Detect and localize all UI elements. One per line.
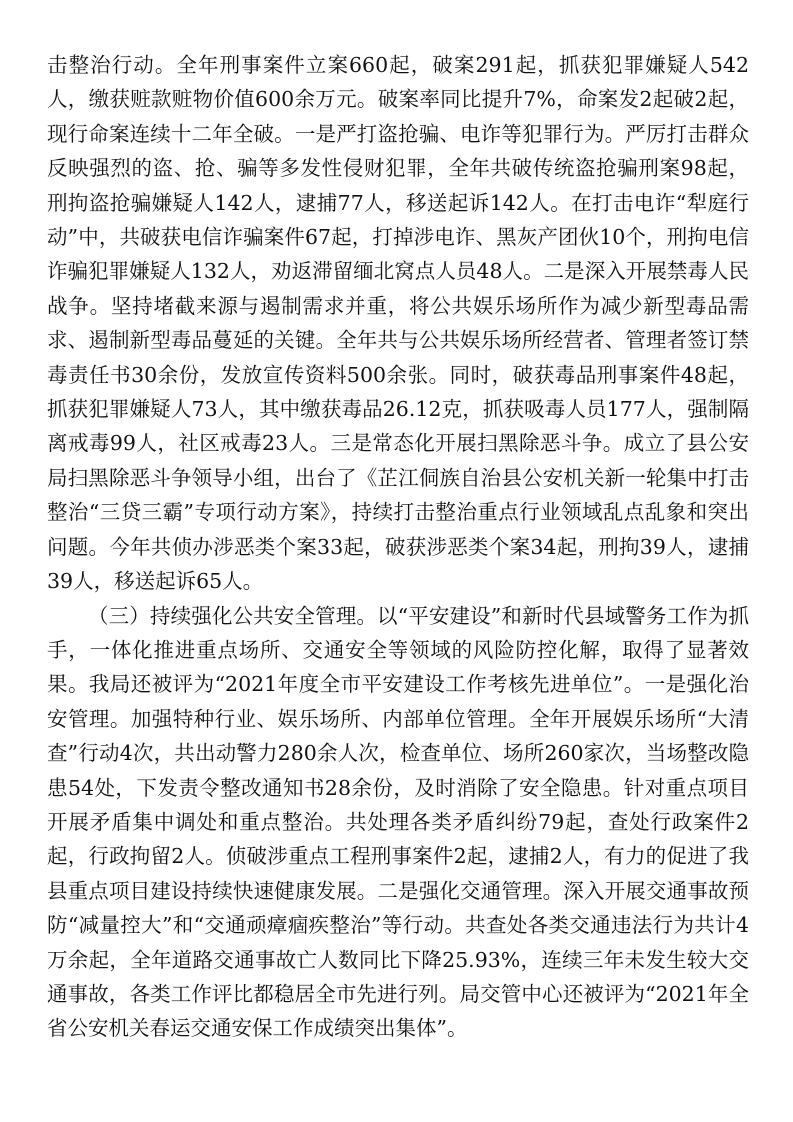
document-page — [47, 48, 749, 1046]
body-paragraph-continuation: 击整治行动。全年刑事案件立案660起，破案291起，抓获犯罪嫌疑人542人，缴获赃款赃物价值600余万元。破案率同比提升7%，命案发2起破2起，现行命案连续十二年全破。一是严打盗抢骗、电诈等犯罪行为。严厉打击群众反映强烈的盗、抢、骗等多发性侵财犯罪，全年共破传统盗抢骗刑案98起，刑拘盗抢骗嫌疑人142人，逮捕77人，移送起诉142人。在打击电诈“犁庭行动”中，共破获电信诈骗案件67起，打掉涉电诈、黑灰产团伙10个，刑拘电信诈骗犯罪嫌疑人132人，劝返滞留缅北窝点人员48人。二是深入开展禁毒人民战争。坚持堵截来源与遏制需求并重，将公共娱乐场所作为减少新型毒品需求、遏制新型毒品蔓延的关键。全年共与公共娱乐场所经营者、管理者签订禁毒责任书30余份，发放宣传资料500余张。同时，破获毒品刑事案件48起，抓获犯罪嫌疑人73人，其中缴获毒品26.12克，抓获吸毒人员177人，强制隔离戒毒99人，社区戒毒23人。三是常态化开展扫黑除恶斗争。成立了县公安局扫黑除恶斗争领导小组，出台了《芷江侗族自治县公安机关新一轮集中打击整治“三贷三霸”专项行动方案》，持续打击整治重点行业领域乱点乱象和突出问题。今年共侦办涉恶类个案33起，破获涉恶类个案34起，刑拘39人，逮捕39人，移送起诉65人。 — [47, 53, 749, 594]
body-paragraph-public-safety: （三）持续强化公共安全管理。以“平安建设”和新时代县域警务工作为抓手，一体化推进重点场所、交通安全等领域的风险防控化解，取得了显著效果。我局还被评为“2021年度全市平安建设工作考核先进单位”。一是强化治安管理。加强特种行业、娱乐场所、内部单位管理。全年开展娱乐场所“大清查”行动4次，共出动警力280余人次，检查单位、场所260家次，当场整改隐患54处，下发责令整改通知书28余份，及时消除了安全隐患。针对重点项目开展矛盾集中调处和重点整治。共处理各类矛盾纠纷79起，查处行政案件2起，行政拘留2人。侦破涉重点工程刑事案件2起，逮捕2人，有力的促进了我县重点项目建设持续快速健康发展。二是强化交通管理。深入开展交通事故预防“减量控大”和“交通顽瘴痼疾整治”等行动。共查处各类交通违法行为共计4万余起，全年道路交通事故亡人数同比下降25.93%，连续三年未发生较大交通事故，各类工作评比都稳居全市先进行列。局交管中心还被评为“2021年全省公安机关春运交通安保工作成绩突出集体”。 — [47, 603, 749, 1041]
